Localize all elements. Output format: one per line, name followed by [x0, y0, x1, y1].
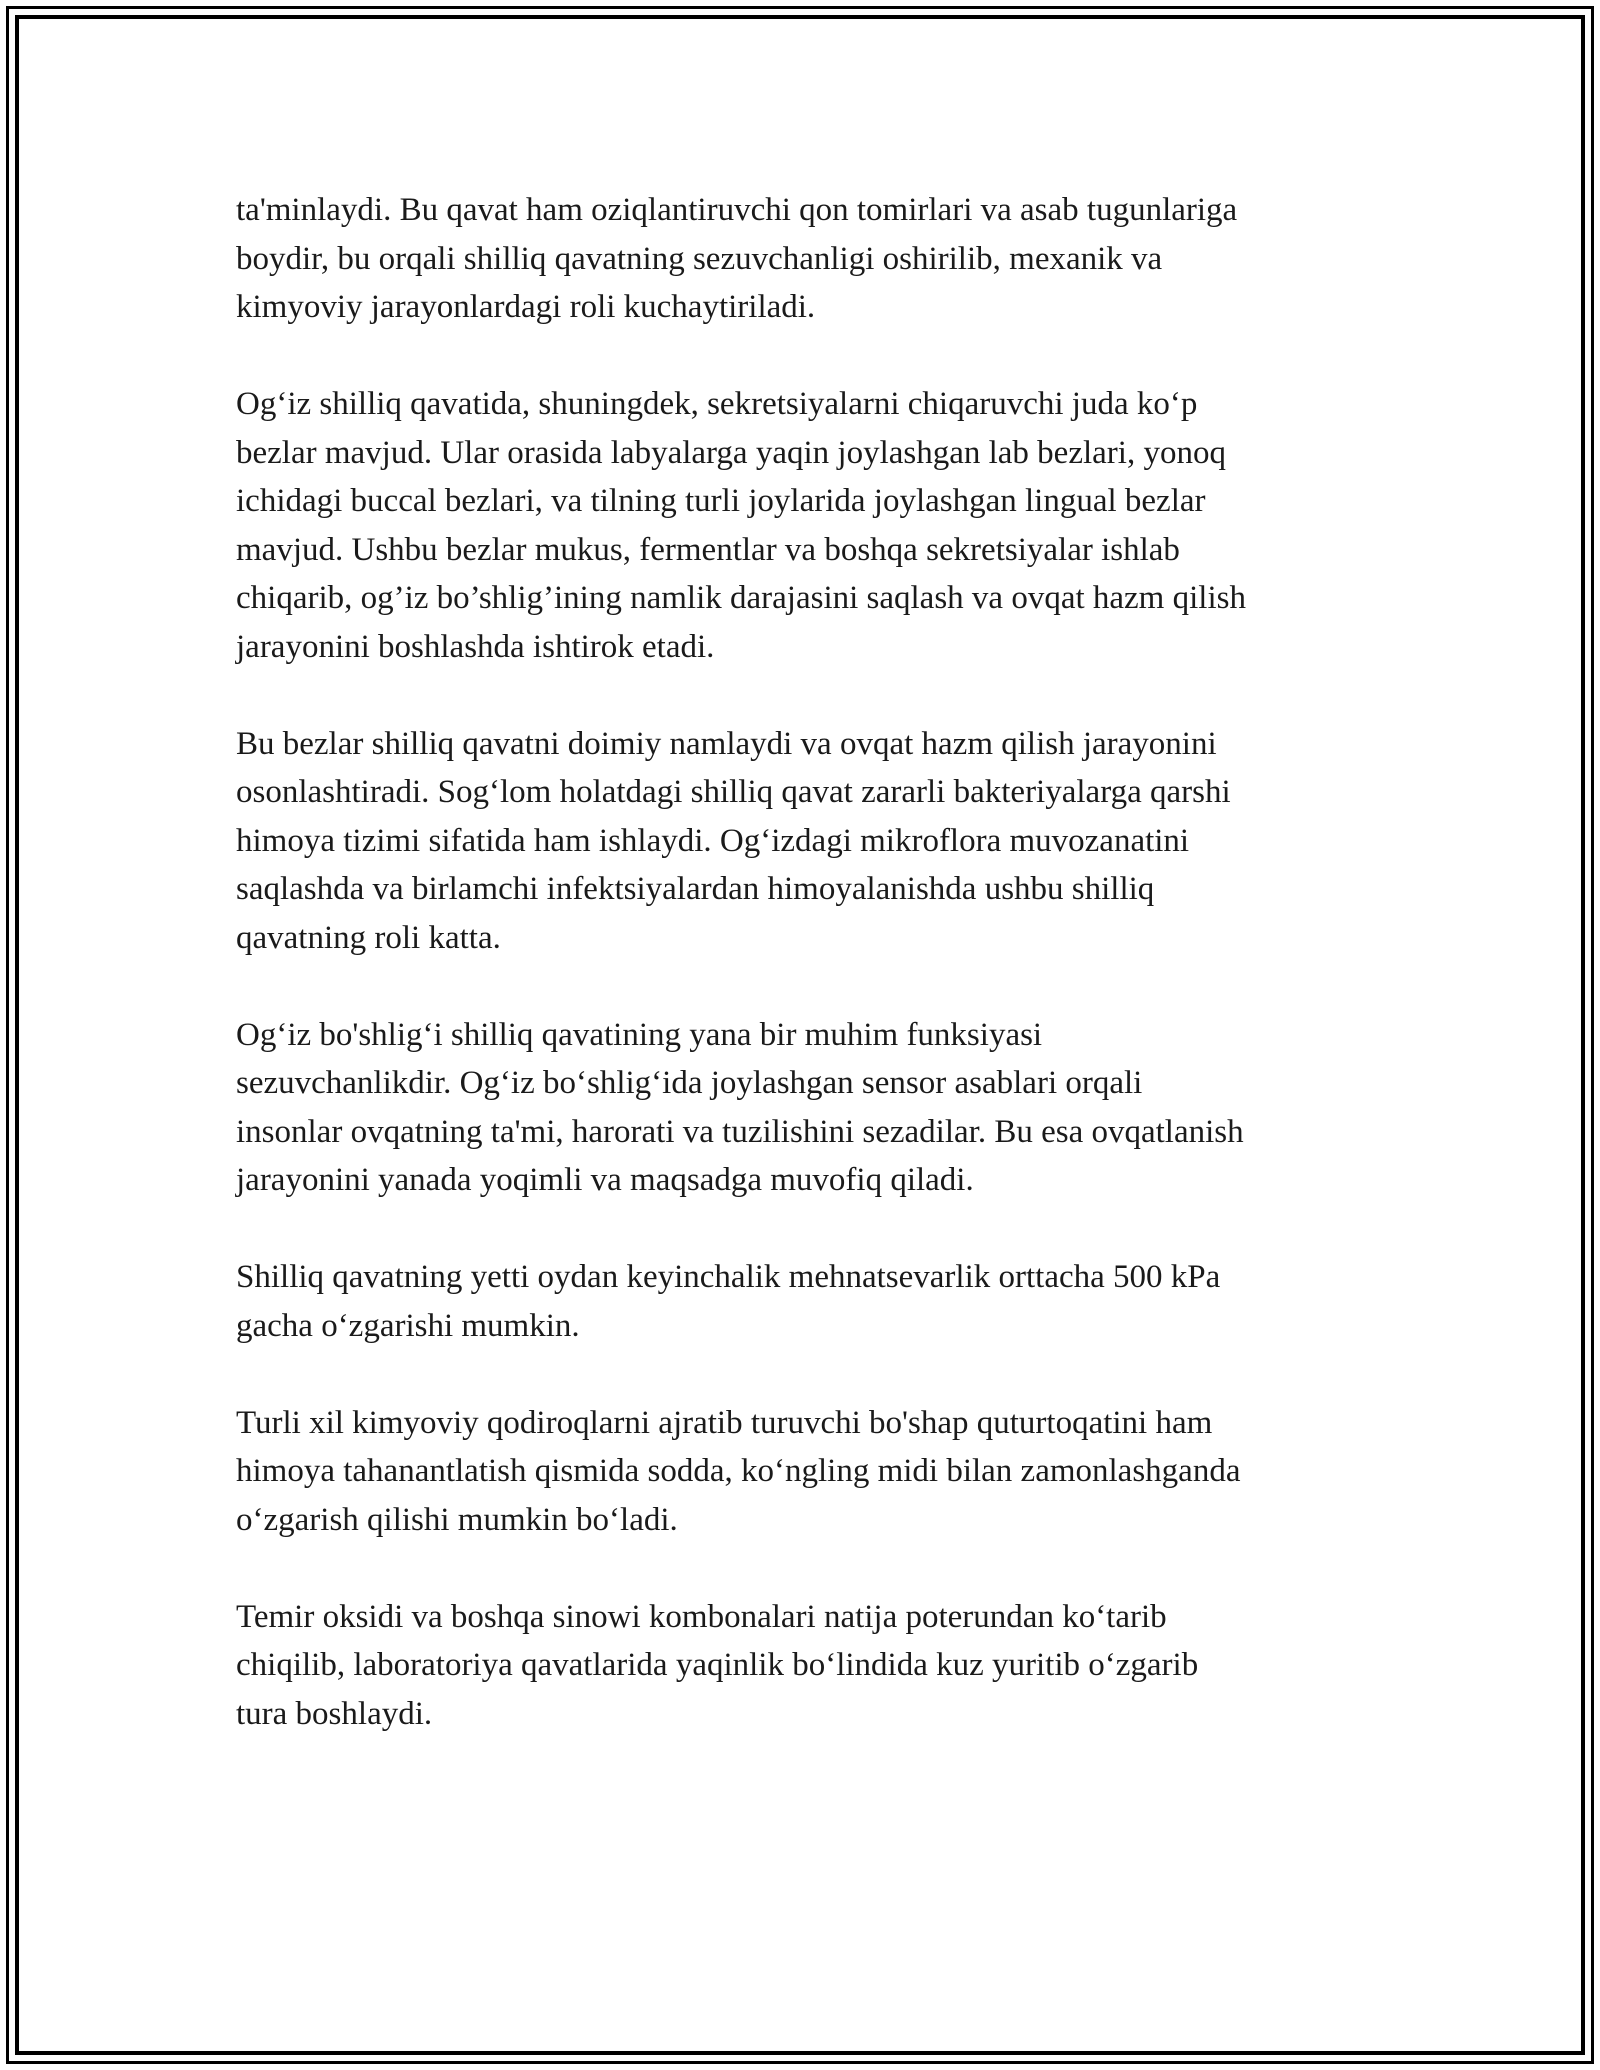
paragraph-5: Shilliq qavatning yetti oydan keyinchalik mehnatsevarlik orttacha 500 kPa gacha o‘zgarishi mumkin.: [236, 1259, 1221, 1344]
paragraph-3: Bu bezlar shilliq qavatni doimiy namlaydi va ovqat hazm qilish jarayonini osonlashtiradi. Sog‘lom holatdagi shilliq qavat zararli bakteriyalarga qarshi himoya tizimi sifatida ham ishlaydi. Og‘izdagi mikroflora muvozanatini saqlashda va birlamchi infektsiyalardan himoyalanishda ushbu shilliq qavatning roli katta.: [236, 725, 1231, 956]
paragraph-7: Temir oksidi va boshqa sinowi kombonalari natija poterundan ko‘tarib chiqilib, laboratoriya qavatlarida yaqinlik bo‘lindida kuz yuritib o‘zgarib tura boshlaydi.: [236, 1598, 1199, 1732]
paragraph-4: Og‘iz bo'shlig‘i shilliq qavatining yana bir muhim funksiyasi sezuvchanlikdir. Og‘iz bo‘shlig‘ida joylashgan sensor asablari orqali insonlar ovqatning ta'mi, harorati va tuzilishini sezadilar. Bu esa ovqatlanish jarayonini yanada yoqimli va maqsadga muvofiq qiladi.: [236, 1016, 1244, 1198]
paragraph-6: Turli xil kimyoviy qodiroqlarni ajratib turuvchi bo'shap quturtoqatini ham himoya tahanantlatish qismida sodda, ko‘ngling midi bilan zamonlashganda o‘zgarish qilishi mumkin bo‘ladi.: [236, 1404, 1241, 1538]
document-body: [236, 186, 1386, 1738]
paragraph-1: ta'minlaydi. Bu qavat ham oziqlantiruvchi qon tomirlari va asab tugunlariga boydir, bu orqali shilliq qavatning sezuvchanligi oshirilib, mexanik va kimyoviy jarayonlardagi roli kuchaytiriladi.: [236, 192, 1238, 325]
paragraph-2: Og‘iz shilliq qavatida, shuningdek, sekretsiyalarni chiqaruvchi juda ko‘p bezlar mavjud. Ular orasida labyalarga yaqin joylashgan lab bezlari, yonoq ichidagi buccal bezlari, va tilning turli joylarida joylashgan lingual bezlar mavjud. Ushbu bezlar mukus, fermentlar va boshqa sekretsiyalar ishlab chiqarib, og’iz bo’shlig’ining namlik darajasini saqlash va ovqat hazm qilish jarayonini boshlashda ishtirok etadi.: [236, 386, 1246, 665]
